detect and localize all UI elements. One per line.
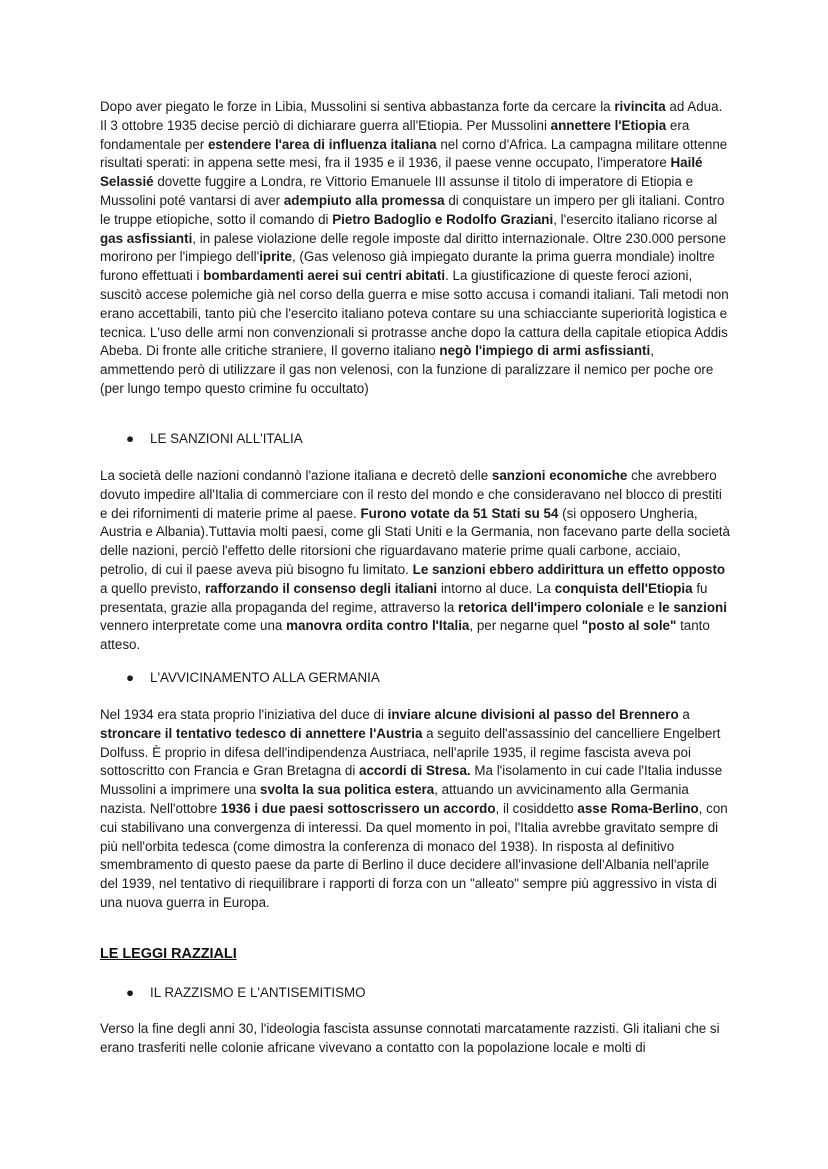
bold-text: manovra ordita contro l'Italia	[286, 618, 470, 634]
text-run: e	[643, 599, 659, 615]
bold-text: inviare alcune divisioni al passo del Brennero	[387, 707, 679, 722]
text-run: Verso la fine degli anni 30, l'ideologia fascista assunse connotati marcatamente razzisti. Gli italiani che si erano trasferiti nelle colonie africane vivevano a contatto con la popolazione locale e molti di	[100, 1021, 720, 1055]
text-run: tanto atteso.	[100, 618, 710, 653]
text-run: di conquistare un impero per gli italiani. Contro le truppe etiopiche, sotto il comando di	[100, 192, 725, 227]
bold-text: bombardamenti aerei sui centri abitati	[203, 268, 446, 284]
bullet-germany	[126, 669, 380, 688]
paragraph-ethiopia-war	[100, 98, 730, 399]
text-run: La società delle nazioni condannò l'azione italiana e decretò delle	[100, 468, 492, 483]
section-heading: LE LEGGI RAZZIALI	[100, 946, 237, 962]
text-run: , il cosiddetto	[495, 800, 578, 816]
bold-text: gas asfissianti	[100, 230, 193, 246]
bold-text: Hailé Selassié	[100, 155, 703, 190]
bold-text: annettere l'Etiopia	[550, 117, 667, 133]
text-run: era fondamentale per	[100, 117, 690, 152]
text-run: (si opposero Ungheria, Austria e Albania).Tuttavia molti paesi, come gli Stati Uniti e la Germania, non facevano parte della società delle nazioni, perciò l'effetto delle ritorsioni che riguardavano materie prime quali carbone, acciaio, petrolio, di cui il paese aveva più bisogno fu limitato.	[100, 505, 730, 577]
text-run: . La giustificazione di queste feroci azioni, suscitò accese polemiche già nel corso della guerra e mise sotto accusa i comandi italiani. Tali metodi non erano accettabili, tanto più che l'esercito italiano poteva contare su una schiacciante superiorità logistica e tecnica. L'uso delle armi non convenzionali si protrasse anche dopo la cattura della capitale etiopica Addis Abeba. Di fronte alle critiche straniere, Il governo italiano	[100, 268, 729, 359]
text-run: nel corno d'Africa. La campagna militare ottenne risultati sperati: in appena sette mesi, fra il 1935 e il 1936, il paese venne occupato, l'imperatore	[100, 136, 728, 171]
bold-text: Le sanzioni ebbero addirittura un effetto opposto	[412, 561, 726, 577]
text-run: , l'esercito italiano ricorse al	[553, 211, 718, 227]
text-run: a quello previsto,	[100, 580, 205, 596]
text-run: , in palese violazione delle regole imposte dal diritto internazionale. Oltre 230.000 persone morirono per l'impiego dell'	[100, 230, 727, 265]
bold-text: accordi di Stresa.	[359, 763, 471, 779]
text-run: intorno al duce. La	[437, 580, 555, 596]
bold-text: retorica dell'impero coloniale	[458, 599, 644, 615]
text-run: , per negarne quel	[469, 618, 582, 634]
paragraph-racism	[100, 1020, 730, 1058]
bold-text: svolta la sua politica estera	[260, 782, 435, 798]
bullet-label: L'AVVICINAMENTO ALLA GERMANIA	[150, 670, 380, 685]
bold-text: asse Roma-Berlino	[577, 800, 699, 816]
bold-text: iprite	[259, 249, 292, 265]
text-run: dovette fuggire a Londra, re Vittorio Emanuele III assunse il titolo di imperatore di Etiopia e Mussolini poté vantarsi di aver	[100, 174, 694, 208]
text-run: , attuando un avvicinamento alla Germania nazista. Nell'ottobre	[100, 782, 689, 816]
bullet-label: IL RAZZISMO E L'ANTISEMITISMO	[150, 985, 366, 1000]
text-run: a seguito dell'assassinio del cancelliere Engelbert Dolfuss. È proprio in difesa dell'indipendenza Austriaca, nell'aprile 1935, il regime fascista aveva poi sottoscritto con Francia e Gran Bretagna di	[100, 725, 721, 779]
paragraph-sanctions	[100, 467, 730, 655]
bold-text: conquista dell'Etiopia	[554, 580, 693, 596]
text-run: , ammettendo però di utilizzare il gas non velenosi, con la funzione di paralizzare il nemico per poche ore (per lungo tempo questo crimine fu occultato)	[100, 343, 714, 396]
bold-text: le sanzioni	[658, 599, 727, 615]
text-run: Dopo aver piegato le forze in Libia, Mussolini si sentiva abbastanza forte da cercare la	[100, 99, 615, 114]
bullet-marker: ●	[126, 985, 135, 1000]
bullet-marker: ●	[126, 670, 135, 685]
bold-text: adempiuto alla promessa	[283, 192, 445, 208]
paragraph-germany	[100, 706, 730, 913]
text-run: che avrebbero dovuto impedire all'Italia di commerciare con il resto del mondo e che consideravano nel blocco di prestiti e dei rifornimenti di materie prime al paese.	[100, 468, 722, 521]
bullet-racism	[126, 984, 366, 1003]
text-run: ad Adua. Il 3 ottobre 1935 decise perciò di dichiarare guerra all'Etiopia. Per Mussolini	[100, 99, 723, 133]
text-run: Ma l'isolamento in cui cade l'Italia indusse Mussolini a imprimere una	[100, 763, 723, 798]
text-run: vennero interpretate come una	[100, 618, 287, 634]
bullet-sanctions	[126, 430, 303, 449]
text-run: fu presentata, grazie alla propaganda del regime, attraverso la	[100, 580, 708, 615]
bold-text: 1936 i due paesi sottoscrissero un accordo	[220, 800, 496, 816]
bold-text: stroncare il tentativo tedesco di annettere l'Austria	[100, 725, 423, 741]
bold-text: "posto al sole"	[581, 618, 677, 634]
bullet-marker: ●	[126, 431, 135, 446]
text-run: a	[678, 707, 690, 722]
bold-text: rivincita	[614, 99, 666, 114]
bold-text: rafforzando il consenso degli italiani	[204, 580, 438, 596]
bold-text: Pietro Badoglio e Rodolfo Graziani	[332, 211, 554, 227]
text-run: Nel 1934 era stata proprio l'iniziativa del duce di	[100, 707, 388, 722]
text-run: , con cui stabilivano una convergenza di interessi. Da quel momento in poi, l'Italia avrebbe gravitato sempre di più nell'orbita tedesca (come dimostra la conferenza di monaco del 1938). In risposta al definitivo smembramento di questo paese da parte di Berlino il duce decidere all'invasione dell'Albania nell'aprile del 1939, nel tentativo di riequilibrare i rapporti di forza con un "alleato" sempre più aggressivo in vista di una nuova guerra in Europa.	[100, 800, 728, 910]
bold-text: Furono votate da 51 Stati su 54	[360, 505, 559, 521]
bold-text: estendere l'area di influenza italiana	[207, 136, 437, 152]
text-run: , (Gas velenoso già impiegato durante la prima guerra mondiale) inoltre furono effettuati i	[100, 249, 715, 284]
bold-text: negò l'impiego di armi asfissianti	[439, 343, 651, 359]
bullet-label: LE SANZIONI ALL'ITALIA	[150, 431, 303, 446]
bold-text: sanzioni economiche	[491, 468, 628, 483]
